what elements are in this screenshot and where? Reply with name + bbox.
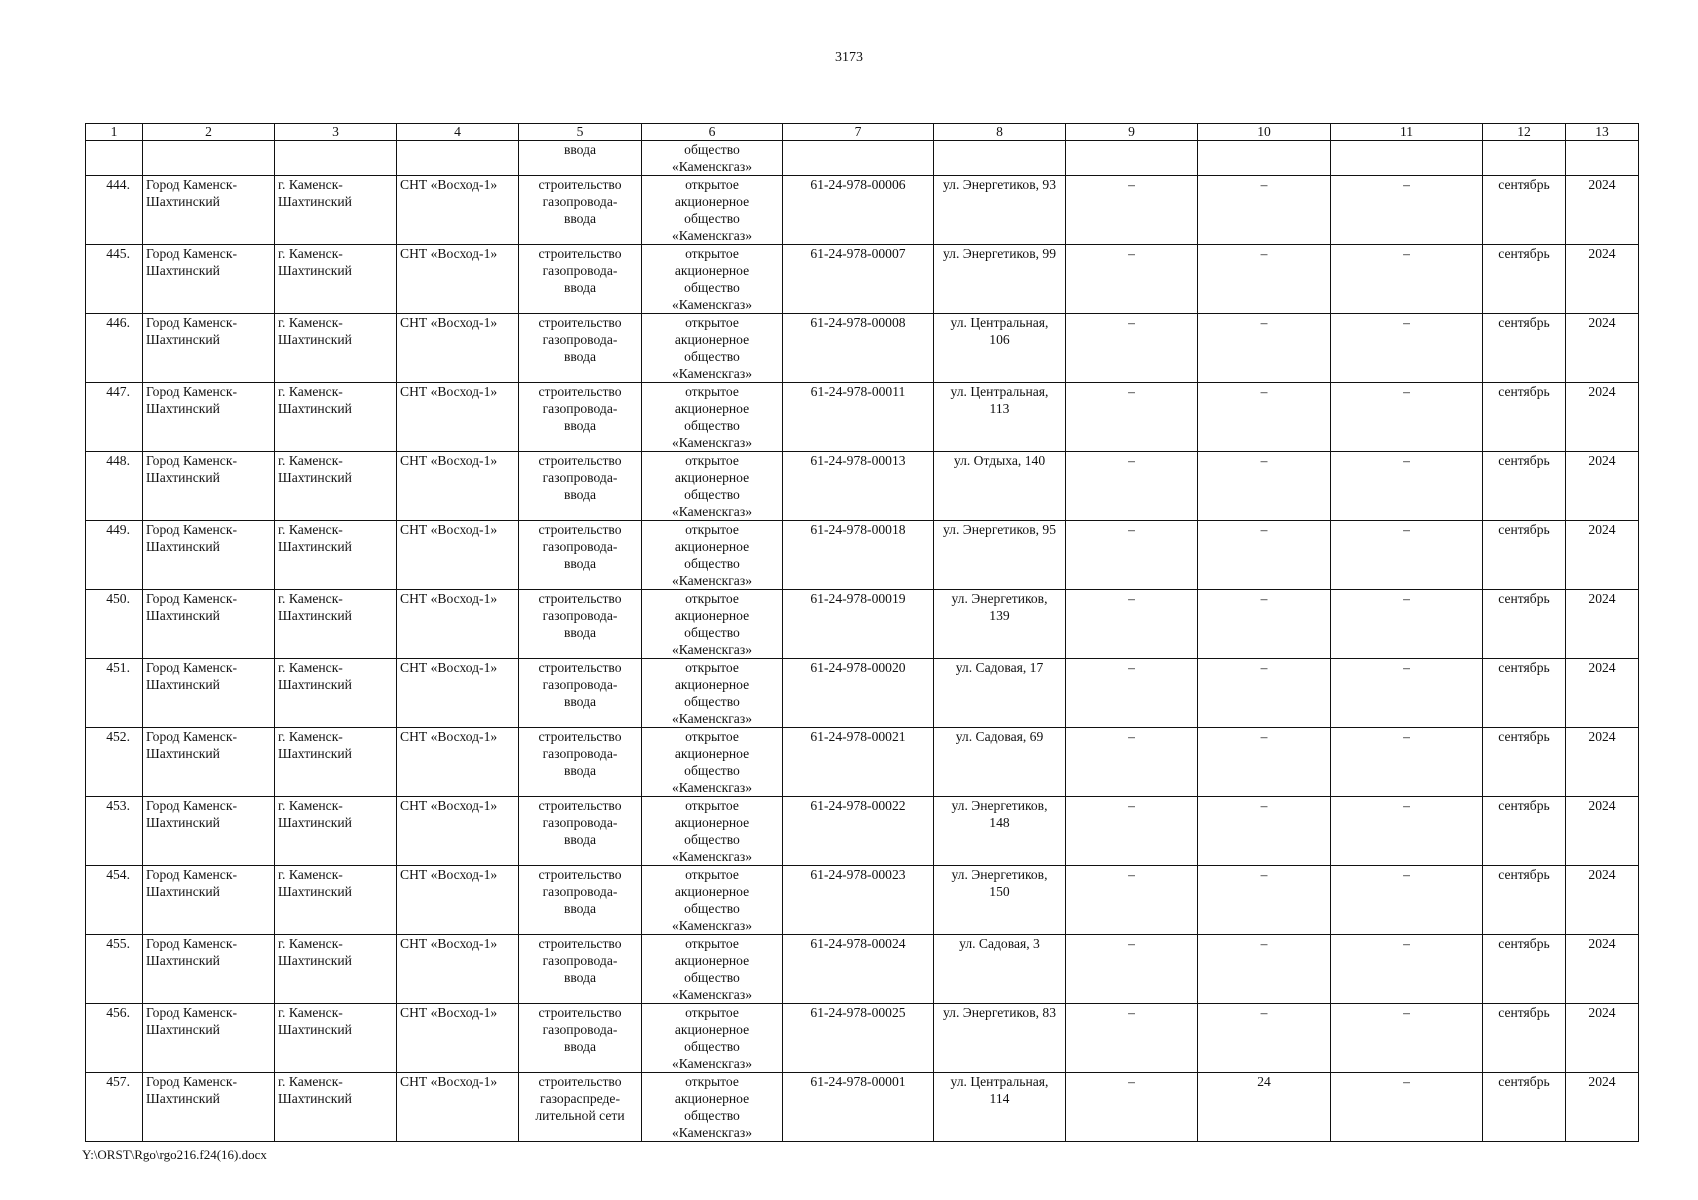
table-cell: открытое акционерное общество «Каменскгаз» <box>642 866 783 935</box>
table-cell: – <box>1331 659 1483 728</box>
table-cell: строительство газопровода- ввода <box>519 383 642 452</box>
table-cell: – <box>1331 521 1483 590</box>
table-cell: Город Каменск- Шахтинский <box>143 797 275 866</box>
table-cell: ул. Центральная, 113 <box>934 383 1066 452</box>
table-cell: ул. Центральная, 106 <box>934 314 1066 383</box>
table-cell: – <box>1198 452 1331 521</box>
table-cell: строительство газопровода- ввода <box>519 452 642 521</box>
table-cell: открытое акционерное общество «Каменскгаз» <box>642 797 783 866</box>
table-cell: сентябрь <box>1483 245 1566 314</box>
table-cell: СНТ «Восход-1» <box>397 176 519 245</box>
table-cell: 61-24-978-00006 <box>783 176 934 245</box>
table-cell: 453. <box>86 797 143 866</box>
table-cell: 2024 <box>1566 314 1639 383</box>
table-cell <box>1066 141 1198 176</box>
header-cell: 3 <box>275 124 397 141</box>
table-cell: 2024 <box>1566 1004 1639 1073</box>
table-cell: – <box>1331 314 1483 383</box>
table-cell: – <box>1066 1004 1198 1073</box>
table-cell: – <box>1198 659 1331 728</box>
table-cell: открытое акционерное общество «Каменскгаз» <box>642 1073 783 1142</box>
table-cell: г. Каменск- Шахтинский <box>275 728 397 797</box>
table-cell: 2024 <box>1566 383 1639 452</box>
table-cell: г. Каменск- Шахтинский <box>275 176 397 245</box>
table-cell: – <box>1066 590 1198 659</box>
table-cell: – <box>1066 866 1198 935</box>
table-cell <box>143 141 275 176</box>
table-cell: – <box>1331 452 1483 521</box>
table-cell: 449. <box>86 521 143 590</box>
table-cell: СНТ «Восход-1» <box>397 659 519 728</box>
table-cell: строительство газопровода- ввода <box>519 314 642 383</box>
table-cell: 454. <box>86 866 143 935</box>
table-cell: 2024 <box>1566 935 1639 1004</box>
table-cell: – <box>1331 383 1483 452</box>
table-cell: – <box>1198 314 1331 383</box>
table-cell: – <box>1066 314 1198 383</box>
table-cell <box>397 141 519 176</box>
table-cell: – <box>1198 866 1331 935</box>
table-cell: 2024 <box>1566 245 1639 314</box>
table-row <box>86 176 1639 245</box>
table-cell: Город Каменск- Шахтинский <box>143 590 275 659</box>
table-cell: Город Каменск- Шахтинский <box>143 245 275 314</box>
table-cell: Город Каменск- Шахтинский <box>143 176 275 245</box>
table-cell: строительство газопровода- ввода <box>519 245 642 314</box>
table-cell: Город Каменск- Шахтинский <box>143 728 275 797</box>
table-cell: сентябрь <box>1483 452 1566 521</box>
table-cell: 447. <box>86 383 143 452</box>
table-cell: 451. <box>86 659 143 728</box>
table-cell: – <box>1066 797 1198 866</box>
header-cell: 8 <box>934 124 1066 141</box>
table-cell: сентябрь <box>1483 176 1566 245</box>
table-cell <box>1198 141 1331 176</box>
table-cell <box>275 141 397 176</box>
table-cell: строительство газопровода- ввода <box>519 797 642 866</box>
header-cell: 6 <box>642 124 783 141</box>
table-cell: сентябрь <box>1483 797 1566 866</box>
table-cell: г. Каменск- Шахтинский <box>275 314 397 383</box>
table-cell: 61-24-978-00022 <box>783 797 934 866</box>
table-cell: 61-24-978-00018 <box>783 521 934 590</box>
header-row <box>86 124 1639 141</box>
table-cell: – <box>1066 659 1198 728</box>
table-cell: – <box>1331 728 1483 797</box>
table-cell: открытое акционерное общество «Каменскгаз» <box>642 314 783 383</box>
table-cell: – <box>1198 590 1331 659</box>
table-cell: ул. Энергетиков, 95 <box>934 521 1066 590</box>
table-cell: 444. <box>86 176 143 245</box>
table-cell: ул. Центральная, 114 <box>934 1073 1066 1142</box>
table-cell: – <box>1066 521 1198 590</box>
table-cell: 446. <box>86 314 143 383</box>
table-cell: – <box>1331 797 1483 866</box>
table-cell: г. Каменск- Шахтинский <box>275 866 397 935</box>
table-cell: ул. Энергетиков, 93 <box>934 176 1066 245</box>
table-cell: сентябрь <box>1483 728 1566 797</box>
table-cell: – <box>1198 797 1331 866</box>
table-cell: г. Каменск- Шахтинский <box>275 659 397 728</box>
table-cell: ул. Садовая, 3 <box>934 935 1066 1004</box>
table-cell: сентябрь <box>1483 590 1566 659</box>
table-cell: – <box>1331 935 1483 1004</box>
table-cell: – <box>1198 176 1331 245</box>
table-cell: г. Каменск- Шахтинский <box>275 797 397 866</box>
table-cell <box>1483 141 1566 176</box>
table-cell: общество «Каменскгаз» <box>642 141 783 176</box>
table-cell: – <box>1331 176 1483 245</box>
table-cell: 2024 <box>1566 659 1639 728</box>
table-cell: 448. <box>86 452 143 521</box>
table-cell: строительство газопровода- ввода <box>519 1004 642 1073</box>
table-cell: открытое акционерное общество «Каменскгаз» <box>642 176 783 245</box>
table-cell: СНТ «Восход-1» <box>397 797 519 866</box>
table-cell: строительство газопровода- ввода <box>519 935 642 1004</box>
table-cell: 2024 <box>1566 728 1639 797</box>
table-cell: Город Каменск- Шахтинский <box>143 659 275 728</box>
table-cell: Город Каменск- Шахтинский <box>143 452 275 521</box>
table-cell: сентябрь <box>1483 935 1566 1004</box>
table-cell: открытое акционерное общество «Каменскгаз» <box>642 590 783 659</box>
table-cell: Город Каменск- Шахтинский <box>143 1004 275 1073</box>
table-cell: 61-24-978-00023 <box>783 866 934 935</box>
table-cell: 456. <box>86 1004 143 1073</box>
table-cell: г. Каменск- Шахтинский <box>275 383 397 452</box>
table-cell: Город Каменск- Шахтинский <box>143 866 275 935</box>
table-cell: 2024 <box>1566 452 1639 521</box>
table-cell: открытое акционерное общество «Каменскгаз» <box>642 935 783 1004</box>
table-cell: сентябрь <box>1483 383 1566 452</box>
table-cell: СНТ «Восход-1» <box>397 521 519 590</box>
table-cell: СНТ «Восход-1» <box>397 1073 519 1142</box>
table-cell: сентябрь <box>1483 314 1566 383</box>
header-cell: 1 <box>86 124 143 141</box>
table-cell: 445. <box>86 245 143 314</box>
header-cell: 10 <box>1198 124 1331 141</box>
table-cell: строительство газопровода- ввода <box>519 521 642 590</box>
table-cell: строительство газопровода- ввода <box>519 176 642 245</box>
table-cell: 61-24-978-00001 <box>783 1073 934 1142</box>
table-cell <box>1331 141 1483 176</box>
table-cell: СНТ «Восход-1» <box>397 245 519 314</box>
table-cell: 2024 <box>1566 521 1639 590</box>
table-cell: 2024 <box>1566 1073 1639 1142</box>
table-cell: – <box>1066 728 1198 797</box>
table-row <box>86 452 1639 521</box>
table-cell: ул. Энергетиков, 139 <box>934 590 1066 659</box>
table-row <box>86 797 1639 866</box>
table-cell: – <box>1198 1004 1331 1073</box>
table-cell: ул. Садовая, 17 <box>934 659 1066 728</box>
table-cell: 61-24-978-00019 <box>783 590 934 659</box>
table-cell: – <box>1331 245 1483 314</box>
table-cell: СНТ «Восход-1» <box>397 590 519 659</box>
table-cell: – <box>1066 1073 1198 1142</box>
header-cell: 12 <box>1483 124 1566 141</box>
table-cell: ул. Энергетиков, 99 <box>934 245 1066 314</box>
table-cell: 61-24-978-00013 <box>783 452 934 521</box>
table-cell: – <box>1066 383 1198 452</box>
table-cell: 61-24-978-00011 <box>783 383 934 452</box>
table-row <box>86 1004 1639 1073</box>
table-cell: строительство газораспреде- лительной сети <box>519 1073 642 1142</box>
table-cell: СНТ «Восход-1» <box>397 935 519 1004</box>
table-cell: г. Каменск- Шахтинский <box>275 1073 397 1142</box>
table-cell: ул. Энергетиков, 83 <box>934 1004 1066 1073</box>
table-cell: СНТ «Восход-1» <box>397 383 519 452</box>
footer-file-path: Y:\ORST\Rgo\rgo216.f24(16).docx <box>82 1147 267 1162</box>
table-cell: сентябрь <box>1483 521 1566 590</box>
header-cell: 4 <box>397 124 519 141</box>
table-row <box>86 935 1639 1004</box>
table-cell: Город Каменск- Шахтинский <box>143 935 275 1004</box>
table-cell: сентябрь <box>1483 866 1566 935</box>
table-cell: открытое акционерное общество «Каменскгаз» <box>642 521 783 590</box>
table-row <box>86 314 1639 383</box>
table-row <box>86 383 1639 452</box>
table-cell: открытое акционерное общество «Каменскгаз» <box>642 659 783 728</box>
table-cell: строительство газопровода- ввода <box>519 659 642 728</box>
table-cell: – <box>1331 590 1483 659</box>
table-cell: – <box>1198 383 1331 452</box>
table-cell: г. Каменск- Шахтинский <box>275 521 397 590</box>
table-cell <box>934 141 1066 176</box>
table-row <box>86 866 1639 935</box>
header-cell: 13 <box>1566 124 1639 141</box>
table-cell: – <box>1331 1004 1483 1073</box>
table-cell: СНТ «Восход-1» <box>397 452 519 521</box>
table-cell: 61-24-978-00025 <box>783 1004 934 1073</box>
table-cell: 457. <box>86 1073 143 1142</box>
table-row <box>86 590 1639 659</box>
table-cell: г. Каменск- Шахтинский <box>275 935 397 1004</box>
table-cell: – <box>1331 866 1483 935</box>
table-cell: строительство газопровода- ввода <box>519 866 642 935</box>
table-cell: Город Каменск- Шахтинский <box>143 1073 275 1142</box>
table-cell: 61-24-978-00020 <box>783 659 934 728</box>
table-cell: Город Каменск- Шахтинский <box>143 314 275 383</box>
table-cell: ул. Энергетиков, 150 <box>934 866 1066 935</box>
table-cell: 2024 <box>1566 797 1639 866</box>
table-cell <box>1566 141 1639 176</box>
table-cell: 450. <box>86 590 143 659</box>
table-cell: открытое акционерное общество «Каменскгаз» <box>642 1004 783 1073</box>
table-cell: сентябрь <box>1483 1073 1566 1142</box>
table-cell: 61-24-978-00008 <box>783 314 934 383</box>
header-cell: 2 <box>143 124 275 141</box>
table-cell: Город Каменск- Шахтинский <box>143 521 275 590</box>
table-cell: сентябрь <box>1483 659 1566 728</box>
table-cell: 61-24-978-00021 <box>783 728 934 797</box>
table-cell: 2024 <box>1566 590 1639 659</box>
table-cell: 61-24-978-00024 <box>783 935 934 1004</box>
table-cell: сентябрь <box>1483 1004 1566 1073</box>
table-cell: 24 <box>1198 1073 1331 1142</box>
page-number: 3173 <box>835 50 863 65</box>
table-cell: открытое акционерное общество «Каменскгаз» <box>642 383 783 452</box>
table-cell: – <box>1198 728 1331 797</box>
table-row <box>86 245 1639 314</box>
table-cell: открытое акционерное общество «Каменскгаз» <box>642 245 783 314</box>
header-cell: 5 <box>519 124 642 141</box>
table-cell: Город Каменск- Шахтинский <box>143 383 275 452</box>
table-cell: строительство газопровода- ввода <box>519 728 642 797</box>
header-cell: 7 <box>783 124 934 141</box>
data-table <box>85 123 1639 1142</box>
table-cell: СНТ «Восход-1» <box>397 866 519 935</box>
continuation-row <box>86 141 1639 176</box>
table-row <box>86 521 1639 590</box>
table-cell: открытое акционерное общество «Каменскгаз» <box>642 452 783 521</box>
table-cell: 452. <box>86 728 143 797</box>
table-cell: ул. Садовая, 69 <box>934 728 1066 797</box>
table-cell: 2024 <box>1566 176 1639 245</box>
table-cell: ввода <box>519 141 642 176</box>
table-cell <box>783 141 934 176</box>
table-cell: – <box>1066 935 1198 1004</box>
table-cell: 455. <box>86 935 143 1004</box>
table-cell: 2024 <box>1566 866 1639 935</box>
header-cell: 9 <box>1066 124 1198 141</box>
table-cell: – <box>1198 521 1331 590</box>
table-cell: г. Каменск- Шахтинский <box>275 1004 397 1073</box>
table-cell: открытое акционерное общество «Каменскгаз» <box>642 728 783 797</box>
table-cell <box>86 141 143 176</box>
table-cell: – <box>1066 176 1198 245</box>
table-cell: СНТ «Восход-1» <box>397 314 519 383</box>
table-row <box>86 728 1639 797</box>
table-cell: ул. Энергетиков, 148 <box>934 797 1066 866</box>
header-cell: 11 <box>1331 124 1483 141</box>
table-cell: г. Каменск- Шахтинский <box>275 452 397 521</box>
table-cell: – <box>1198 245 1331 314</box>
table-cell: – <box>1066 245 1198 314</box>
table-cell: ул. Отдыха, 140 <box>934 452 1066 521</box>
table-cell: – <box>1331 1073 1483 1142</box>
table-cell: СНТ «Восход-1» <box>397 1004 519 1073</box>
table-cell: 61-24-978-00007 <box>783 245 934 314</box>
table-row <box>86 659 1639 728</box>
table-row <box>86 1073 1639 1142</box>
table-cell: г. Каменск- Шахтинский <box>275 245 397 314</box>
table-cell: – <box>1198 935 1331 1004</box>
table-cell: г. Каменск- Шахтинский <box>275 590 397 659</box>
table-cell: – <box>1066 452 1198 521</box>
table-cell: строительство газопровода- ввода <box>519 590 642 659</box>
table-cell: СНТ «Восход-1» <box>397 728 519 797</box>
